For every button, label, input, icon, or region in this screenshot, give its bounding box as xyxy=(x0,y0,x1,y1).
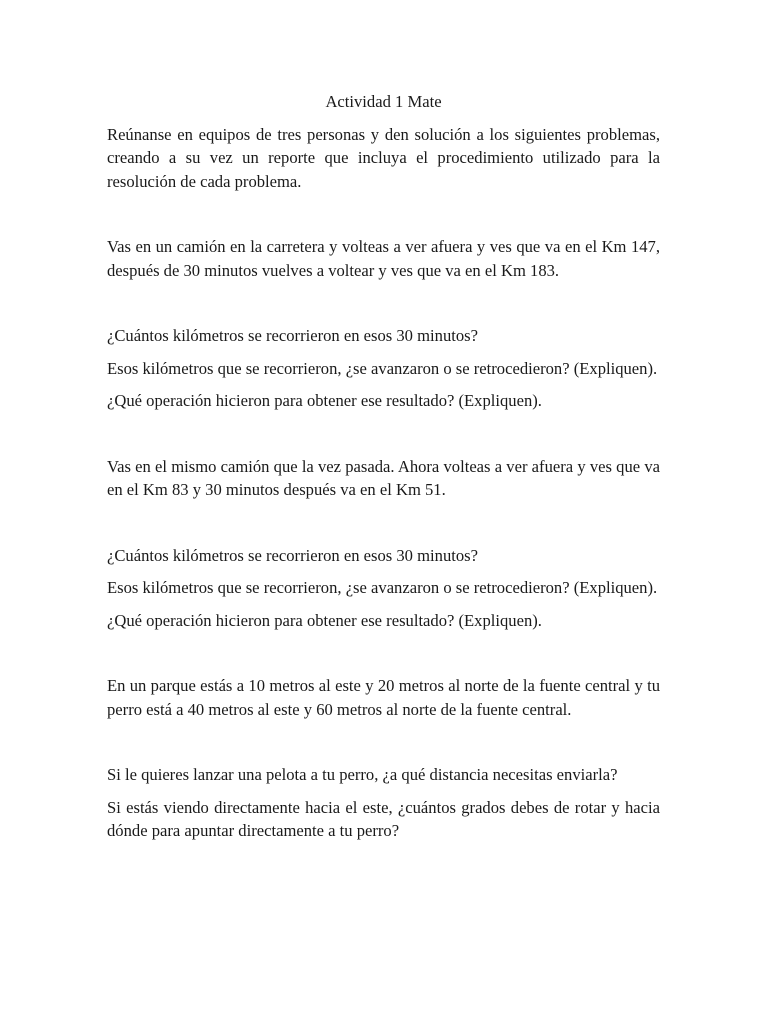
problem-1-question-1: ¿Cuántos kilómetros se recorrieron en esos 30 minutos? xyxy=(107,326,478,345)
document-page xyxy=(107,90,660,843)
problem-2-question-2: Esos kilómetros que se recorrieron, ¿se avanzaron o se retrocedieron? (Expliquen). xyxy=(107,578,658,597)
problem-2-question-3: ¿Qué operación hicieron para obtener ese resultado? (Expliquen). xyxy=(107,610,542,630)
problem-1-question-2: Esos kilómetros que se recorrieron, ¿se avanzaron o se retrocedieron? (Expliquen). xyxy=(107,358,658,378)
problem-1-statement: Vas en un camión en la carretera y volteas a ver afuera y ves que va en el Km 147, después de 30 minutos vuelves a voltear y ves que va en el Km 183. xyxy=(107,237,660,280)
document-title: Actividad 1 Mate xyxy=(325,92,442,111)
problem-2-statement: Vas en el mismo camión que la vez pasada. Ahora volteas a ver afuera y ves que va en el Km 83 y 30 minutos después va en el Km 51. xyxy=(107,456,660,499)
problem-3-question-2: Si estás viendo directamente hacia el este, ¿cuántos grados debes de rotar y hacia dónde para apuntar directamente a tu perro? xyxy=(107,797,660,840)
problem-2-question-1: ¿Cuántos kilómetros se recorrieron en esos 30 minutos? xyxy=(107,545,478,565)
problem-1-question-3: ¿Qué operación hicieron para obtener ese resultado? (Expliquen). xyxy=(107,391,542,410)
intro-paragraph: Reúnanse en equipos de tres personas y den solución a los siguientes problemas, creando a su vez un reporte que incluya el procedimiento utilizado para la resolución de cada problema. xyxy=(107,124,660,191)
problem-3-statement: En un parque estás a 10 metros al este y 20 metros al norte de la fuente central y tu perro está a 40 metros al este y 60 metros al norte de la fuente central. xyxy=(107,676,660,719)
problem-3-question-1: Si le quieres lanzar una pelota a tu perro, ¿a qué distancia necesitas enviarla? xyxy=(107,765,618,784)
